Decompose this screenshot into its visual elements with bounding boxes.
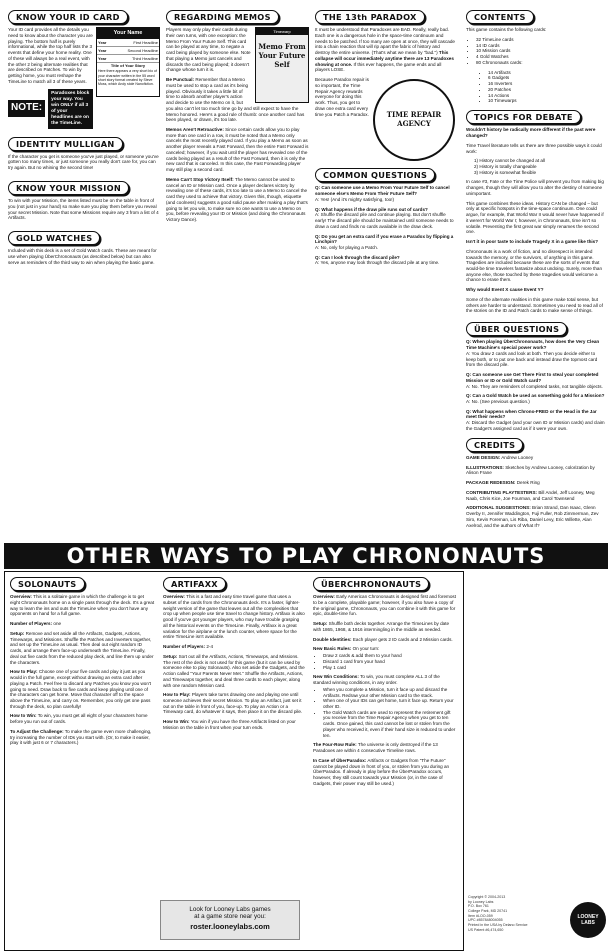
legal-line: Copyright © 2004-2013 xyxy=(468,895,506,899)
solonauts-section xyxy=(10,575,155,945)
legal-text xyxy=(468,895,568,932)
artifaxx-header: ARTIFAXX xyxy=(163,577,226,591)
contents-subitem: • 20 Patches xyxy=(488,87,606,93)
gold-watches-text: Included with this deck is a set of Gold Watch cards. These are meant for use when playing ÜberChrononauts (as described below) but can also serve as reminders of the third way to win when playing the basic game. xyxy=(8,248,157,265)
id-card-text: Your ID card provides all the details you need to know about the character you are playing. The bottom half is purely informational, while the top half lists the 3 events that define your home reality. One of these will always be a real event, with the other 2 being alternate realities that are described on Patches. To win by getting home, you must reshape the TimeLine to match all 3 of these years. xyxy=(8,27,93,84)
memo-card-image xyxy=(255,27,309,103)
credit-item: ILLUSTRATIONS: Sketches by Andrew Looney, colorization by Alison Frane xyxy=(466,464,595,476)
id-card-name: Your Name xyxy=(97,28,159,39)
contents-item: • 4 Gold Watches xyxy=(476,54,606,60)
solonauts-adjust: To Adjust the Challenge: To make the game even more challenging, try increasing the number of IDs you start with. (Or, to make it easier, play it with just 6 or 7 characters.) xyxy=(10,728,152,746)
credit-item: PACKAGE REDESIGN: Derek Ring xyxy=(466,480,540,486)
credits-header: CREDITS xyxy=(466,438,523,452)
looney-labs-ad xyxy=(160,900,300,940)
uber-win-item: • The Gold Watch cards are used to represent the retirement gift you receive from the Time Repair Agency when you get to ten cards. Once gained, this card cannot be lost or stolen from the player who received it, even if their hand size is reduced to under ten. xyxy=(323,710,458,739)
legal-line: by Looney Labs xyxy=(468,899,494,904)
memos-p1: Players may only play their cards during their own turns, with one exception: the Memo From Your Future Self. This card can be played at any time, to negate a card being played by someone else. Note that playing a Memo just cancels and discards the card being played; it doesn't change whose turn it is. xyxy=(166,27,251,73)
paradox-p2: Because Paradox repair is so important, the Time Repair Agency rewards everyone for doing this work. Thus, you get to draw one extra card every time you Patch a Paradox. xyxy=(315,77,369,117)
solonauts-how: How to Play: Choose one of your five cards and play it just as you would in the full game, except without drawing an extra card after playing a Patch. Feel free to discard any Patches you know you won't going to need. Draw back to five cards and keep playing until one of the characters can get home. Move that character off to the space above the TimeLine, and carry on. Remember, you only get one pass through the deck, so plan carefully! xyxy=(10,669,152,709)
artifaxx-setup: Setup: Sort out all the Artifacts, Actions, Timewarps, and Missions. The rest of the deck is not used for this game (but it can be used by someone else to play Solonauts). Also set aside the Gadgets, and the Action called "Your Parents Never Met." Shuffle the Artifacts, Actions, and Timewarps together, and deal three cards to each player, along with one random Mission card. xyxy=(163,653,305,688)
artifaxx-how: How to Play: Players take turns drawing one and playing one until someone achieves their secret Mission. To play an Artifact, just set it out on the table in front of you, face-up. To play an Action or a Timewarp card, do whatever it says, then place it on the discard pile. xyxy=(163,692,303,715)
looney-labs-logo: LOONEY LABS xyxy=(570,902,606,938)
note-label: NOTE: xyxy=(8,100,45,117)
legal-line: P.O. Box 761 xyxy=(468,904,489,909)
mission-header: KNOW YOUR MISSION xyxy=(8,181,129,195)
uber-win-list xyxy=(313,687,458,739)
id-card-header: KNOW YOUR ID CARD xyxy=(8,10,128,24)
paradox-p1: It must be understood that Paradoxes are BAD. Really, really bad. Each one is a dangerous hole in the space-time continuum and needs to be patched. If too many are open at once, they will cascade into a chain reaction that will rip apart the fabric of history and destroy the entire universe. (That's what we mean by "bad.") This collapse will occur immediately anytime there are 13 Paradoxes showing at once. If this ever happens, the game ends and all players LOSE. xyxy=(315,27,455,73)
credit-item: ADDITIONAL SUGGESTIONS: Brian Strand, Dan Isaac, Glenn Overby II, Jennifer Waddington, Fuji Fuller, Rob Zimmerman, Zev Siro, Kevin Foreman, Lis Riba, Daniel Levy, Eric Willette, Alan Axelrod, and the authors of What If? xyxy=(466,505,599,528)
contents-item: • 14 ID cards xyxy=(476,43,606,49)
common-question: Q: Do you get an extra card if you erase a Paradox by flipping a Linchpin? A: No, only for playing a Patch. xyxy=(315,233,454,250)
debate-list xyxy=(466,158,606,175)
column-2 xyxy=(166,8,309,538)
ad-line-1: Look for Looney Labs games xyxy=(189,906,271,913)
artifaxx-overview: Overview: This is a fast and easy time travel game that uses a subset of the cards from the Chrononauts deck. It's a faster, lighter-weight version of the game that leaves out all the complexities that crop up when people use time travel to change history. Artifaxx is also good if you've got younger players, who may have trouble grasping all the historical events on the TimeLine. Finally, Artifaxx is a great variation for the airplane or the lunch counter, where space for the entire TimeLine isn't available. xyxy=(163,594,305,640)
other-ways-banner: OTHER WAYS TO PLAY CHRONONAUTS xyxy=(4,543,608,569)
debate-p4: Chrononauts is a work of fiction, and no disrespect is intended towards the memory, or the survivors, of anything in this game. Tragedies are included because these are the sorts of events that would-be time travelers fantasize about undoing. Surely, more than anyone else, those touched by these tragedies would welcome a chance to erase them. xyxy=(466,248,603,283)
uber-question: Q: When playing ÜberChrononauts, how does the Very Clean Time Machine's special power work? A: You draw 2 cards and look at both. Then you decide either to keep both, or to put one back and instead draw the topmost card from the discard pile. xyxy=(466,339,600,368)
debate-q3: Why would Event X cause Event Y? xyxy=(466,287,544,293)
memo-card-brand: Timewarp xyxy=(256,28,308,35)
contents-intro: This game contains the following cards: xyxy=(466,27,547,33)
memos-p2: Be Punctual: Remember that a Memo must be used to stop a card as it's being played. Obviously it takes a little bit of time to absorb another player's action and decide to use the Memo on it, but you also can't let too much time go by and still expect to have the Memo honored. Here's a good rule of thumb: once another card has been played, or drawn, it's too late. xyxy=(166,77,305,123)
contents-subitem: • 14 Actions xyxy=(488,93,606,99)
debate-p1: Time Travel literature tells us there are three possible ways it could work: xyxy=(466,142,602,154)
legal-line: Item #LOO-059 xyxy=(468,913,493,918)
contents-subitem: • 14 Artifacts xyxy=(488,70,606,76)
contents-subitem: • 16 Inverters xyxy=(488,81,606,87)
common-questions-header: COMMON QUESTIONS xyxy=(315,168,435,182)
debate-list-item: 2) History is totally changeable xyxy=(474,163,537,169)
mulligan-text: If the character you get is someone you've just played, or someone you've gotten too many times, or just someone you really don't care for, you can try again. But no whining the second time! xyxy=(8,153,159,171)
id-card-story: Here there appears a very short bio of your character written in the 55 word short story format created by Steve Moss, which Andy stole Nanofiction. xyxy=(98,69,157,87)
contents-sublist xyxy=(466,70,606,104)
uber-questions-header: ÜBER QUESTIONS xyxy=(466,322,567,336)
id-card-story-title: Title of Your Story xyxy=(110,63,146,69)
uber-rule: • Draw 2 cards & add them to your hand xyxy=(323,653,458,659)
contents-item: • 10 Mission cards xyxy=(476,48,606,54)
id-card-row: Year First Headline xyxy=(98,40,158,46)
column-1 xyxy=(8,8,160,538)
uber-win-item: • When you complete a Mission, turn it face up and discard the Artifacts. Redraw your other Mission card to the stack. xyxy=(323,687,458,698)
memo-card-title: Memo From Your Future Self xyxy=(258,42,306,69)
debate-p3: This game combines these ideas. History CAN be changed – but only at specific hotspots in the time-space continuum. One could argue, for example, that World War II would never have happened if it weren't for World War I; however, in Chrononauts, time isn't so volatile. Preventing the first great war simply renames the second one. xyxy=(466,200,604,235)
common-question: Q: Can someone use a Memo From Your Future Self to cancel someone else's Memo From Their Future Self? A: Yes! (And it's mighty satisfying, too!) xyxy=(315,185,450,202)
legal-line: Printed in the USA by Delano Service xyxy=(468,923,528,928)
common-question: Q: What happens if the draw pile runs out of cards? A: Shuffle the discard pile and continue playing. But don't shuffle early! The discard pile should be maintained until someone needs to draw a card and finds no cards available in the draw deck. xyxy=(315,206,454,229)
uber-rule4: The Four-Row Rule: The universe is only destroyed if the 13 Paradoxes are within 4 consecutive Timeline rows. xyxy=(313,742,438,754)
debate-list-item: 3) History is somewhat flexible xyxy=(474,169,537,175)
contents-item: • 32 TimeLine cards xyxy=(476,37,606,43)
solonauts-setup: Setup: Remove and set aside all the Artifacts, Gadgets, Actions, Timewarps, and Missions. Shuffle the Patches and Inverters together, and set up the TimeLine as usual. Then deal out eight random ID cards, and arrange them face-up underneath the TimeLine. Finally, deal out five cards from the reduced play deck, and line them up under the characters. xyxy=(10,630,154,665)
uber-win: New Win Conditions: To win, you must complete ALL 3 of the standard winning conditions, in any order. xyxy=(313,674,440,686)
uber-header: ÜBERCHRONONAUTS xyxy=(313,577,429,591)
solonauts-overview: Overview: This is a solitaire game in which the challenge is to get eight Chrononauts home on a single pass through the deck. It's a great way to learn the ins and outs the TimeLine when you don't have any opponents on hand for a full game. xyxy=(10,594,155,617)
mission-text: To win with your Mission, the items listed must be on the table in front of you (not just in your hand) so make sure you play them before you reveal your secret Mission. Note that some Missions require any 3 from a list of 4 Artifacts. xyxy=(8,198,159,221)
column-4 xyxy=(466,8,606,898)
uber-rule: • Play 1 card xyxy=(323,665,458,671)
uber-rules-list xyxy=(313,653,458,670)
common-question: Q: Can I look through the discard pile? A: Yes, anyone may look through the discard pile at any time. xyxy=(315,254,440,266)
solonauts-players: Number of Players: one xyxy=(10,621,62,627)
legal-line: UPC #857848004055 xyxy=(468,918,503,923)
contents-list xyxy=(466,37,606,66)
id-card-row: Year Third Headline xyxy=(98,56,158,62)
uber-section xyxy=(313,575,458,945)
ad-line-2: at a game store near you: xyxy=(194,913,266,920)
uber-question: Q: What happens when Chrono-FRED or the Head in the Jar meet their needs? A: Discard the Gadget (and your own ID or Mission cards) and claim the Gadget's assigned card as if it were your own. xyxy=(466,408,605,431)
memos-header: REGARDING MEMOS xyxy=(166,10,279,24)
contents-subitem: • 6 Gadgets xyxy=(488,75,606,81)
solonauts-win: How to Win: To win, you must get all eight of your characters home before you run out of cards. xyxy=(10,713,148,725)
legal-line: College Park, MD 20741 xyxy=(468,909,508,914)
artifaxx-win: How to Win: You win if you have the three Artifacts listed on your Mission on the table in front when your turn ends. xyxy=(163,719,296,730)
legal-line: US Patent #6,474,650 xyxy=(468,927,504,932)
artifaxx-section xyxy=(163,575,305,897)
note-text: Paradoxes block your way. You win ONLY if all 3 of your headlines are on the TimeLine. xyxy=(48,89,93,129)
credit-item: CONTRIBUTING PLAYTESTERS: Bill Andel, Jeff Looney, Meg Naab, Chris Kice, Joe Fourman, and Carol Townsend xyxy=(466,489,595,501)
id-card-image xyxy=(96,27,160,97)
id-card-note xyxy=(8,89,93,129)
uber-question: Q: Can someone use Get There First to steal your completed Mission or ID or Gold Watch card? A: No. They are reminders of completed tasks, not tangible objects. xyxy=(466,372,603,389)
paradox-header: THE 13th PARADOX xyxy=(315,10,425,24)
id-card-row: Year Second Headline xyxy=(98,48,158,54)
time-repair-agency-seal: TIME REPAIR AGENCY xyxy=(373,79,455,161)
artifaxx-players: Number of Players: 2-4 xyxy=(163,644,214,650)
uber-setup: Setup: Shuffle both decks together. Arrange the TimeLines by date with 1865, 1968, & 1916 intermingling in the middle as needed. xyxy=(313,621,450,632)
memos-p4: Memo Can't Stop Victory Itself: The Memo cannot be used to cancel an ID or Mission card. Once a player declares victory by revealing one of these cards, it's too late to use a Memo to cancel the card they used to achieve that victory. Given this, though, etiquette (and coolness) suggests a good solid pause after making a play that's going to let you win, to make sure no one wants to use a Memo on you, before revealing your ID or Mission (and doing the Chrononauts Victory Dance). xyxy=(166,176,308,223)
debate-header: TOPICS FOR DEBATE xyxy=(466,110,581,124)
credit-item: GAME DESIGN: Andrew Looney xyxy=(466,454,534,460)
uber-rule: • Discard 1 card from your hand xyxy=(323,659,458,665)
column-3 xyxy=(315,8,455,538)
debate-list-item: 1) History cannot be changed at all xyxy=(474,158,545,164)
contents-subitem: • 10 Timewarps xyxy=(488,98,606,104)
debate-p2: In case #3, Fate or the Time Police will prevent you from making big changes, though they will allow you to alter the destiny of someone unimportant. xyxy=(466,179,604,196)
gold-watches-header: GOLD WATCHES xyxy=(8,231,100,245)
uber-question: Q: Can a Gold Watch be used as something gold for a Mission? A: No. (See previous question.) xyxy=(466,393,605,404)
memos-p3: Memos Aren't Retroactive: Since certain cards allow you to play more than one card in a row, it must be noted that a Memo only cancels the most recently played card. If you play a Memo as soon as another player reveals a Fast Forward, then the entire Fast Forward is canceled; however, if you wait until the player has revealed one of the cards being played as a result of the Fast Forward, then it is only the new card that is canceled. In this case, the Fast Forwarding player may still play a second card. xyxy=(166,127,309,173)
debate-q1: Wouldn't history be radically more different if the past were changed? xyxy=(466,127,596,139)
uber-case: In Case of ÜberParadox: Artifacts or Gadgets from "The Future" cannot be played down in front of you, or stolen from you during an ÜberParadox. If already in play before the ÜberParadox occurs, however, they still count towards your Mission (or, in the case of Gadgets, their power may still be used.) xyxy=(313,757,450,786)
contents-header: CONTENTS xyxy=(466,10,534,24)
mulligan-header: IDENTITY MULLIGAN xyxy=(8,137,123,151)
uber-win-item: • When one of your IDs can get home, turn it face up. Return your other ID. xyxy=(323,698,458,709)
debate-q2: Isn't it in poor taste to include Tragedy X in a game like this? xyxy=(466,239,599,245)
debate-p5: Some of the alternate realities in this game make total sense, but others are harder to understand. Sometimes you need to read all of the stories on the ID and Patch cards to make sense of things. xyxy=(466,296,603,314)
solonauts-header: SOLONAUTS xyxy=(10,577,85,591)
ad-url[interactable]: roster.looneylabs.com xyxy=(190,922,270,931)
uber-overview: Overview: Early American Chrononauts is designed first and foremost to be a complete, playable game; however, if you also have a copy of the original game, Chrononauts, you can combine it with this game for epic, double-time fun. xyxy=(313,594,457,617)
uber-rules: New Basic Rules: On your turn: xyxy=(313,646,380,652)
uber-double: Double Identities: Each player gets 2 ID cards and 2 Mission cards. xyxy=(313,636,453,642)
contents-item: • 80 Chrononauts cards: xyxy=(476,60,606,66)
